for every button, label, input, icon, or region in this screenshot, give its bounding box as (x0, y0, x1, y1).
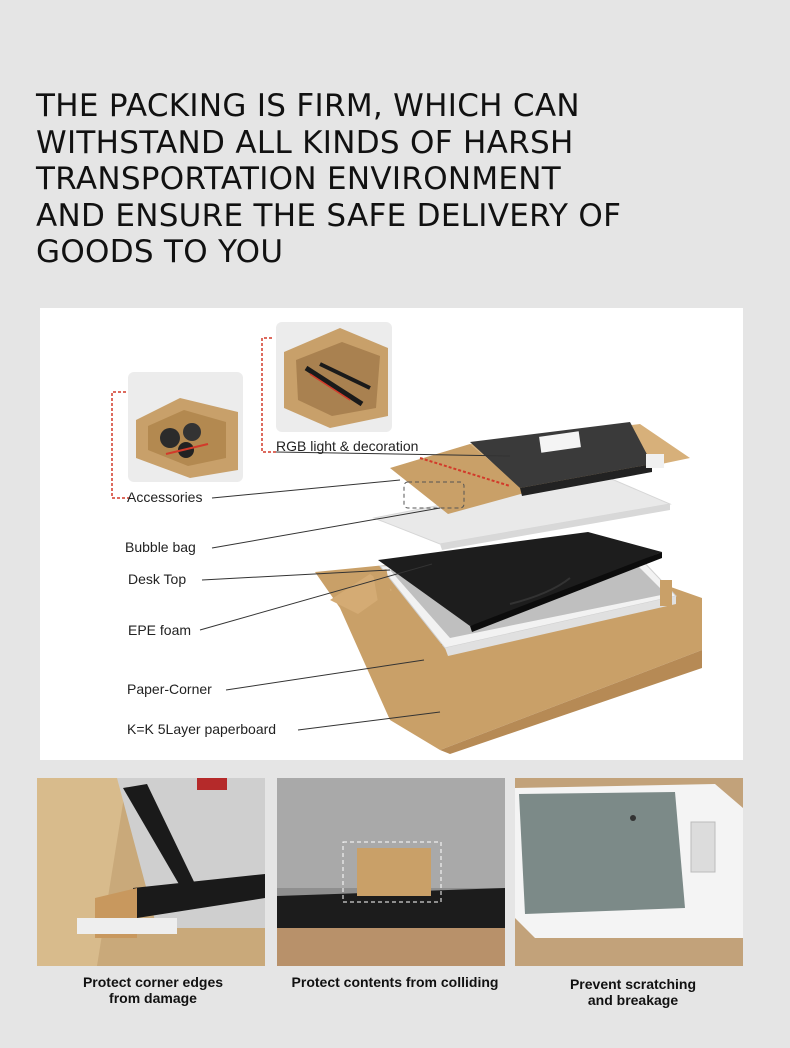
packaging-diagram (40, 308, 743, 760)
caption-corner-protection (37, 974, 269, 1006)
accessories-bracket (112, 392, 130, 498)
label-accessories: Accessories (127, 489, 203, 505)
headline-line-4: AND ENSURE THE SAFE DELIVERY OF (36, 197, 622, 234)
headline (36, 88, 756, 271)
label-epe-foam: EPE foam (128, 622, 192, 638)
caption-3-line-1: Prevent scratching (569, 976, 697, 992)
label-rgb-light: RGB light & decoration (276, 438, 419, 454)
headline-line-2: WITHSTAND ALL KINDS OF HARSH (36, 124, 574, 161)
label-paperboard: K=K 5Layer paperboard (127, 721, 277, 737)
photo-scratch-protection (515, 778, 743, 966)
label-bubble-bag: Bubble bag (125, 539, 196, 555)
caption-scratch-protection (515, 976, 751, 1008)
headline-line-1: THE PACKING IS FIRM, WHICH CAN (36, 88, 580, 124)
headline-line-5: GOODS TO YOU (36, 234, 284, 270)
caption-1-line-1: Protect corner edges (82, 974, 224, 990)
headline-line-3: TRANSPORTATION ENVIRONMENT (36, 161, 562, 197)
photo-collision-protection (277, 778, 505, 966)
caption-collision-protection (277, 974, 513, 990)
caption-2-line-1: Protect contents from colliding (291, 974, 499, 990)
caption-1-line-2: from damage (109, 990, 197, 1006)
label-desk-top: Desk Top (128, 571, 187, 587)
rgb-inset-photo (276, 322, 392, 432)
rgb-bracket (262, 338, 276, 452)
caption-3-line-2: and breakage (587, 992, 679, 1008)
label-paper-corner: Paper-Corner (127, 681, 212, 697)
accessories-inset-photo (128, 372, 243, 482)
photo-corner-protection (37, 778, 265, 966)
